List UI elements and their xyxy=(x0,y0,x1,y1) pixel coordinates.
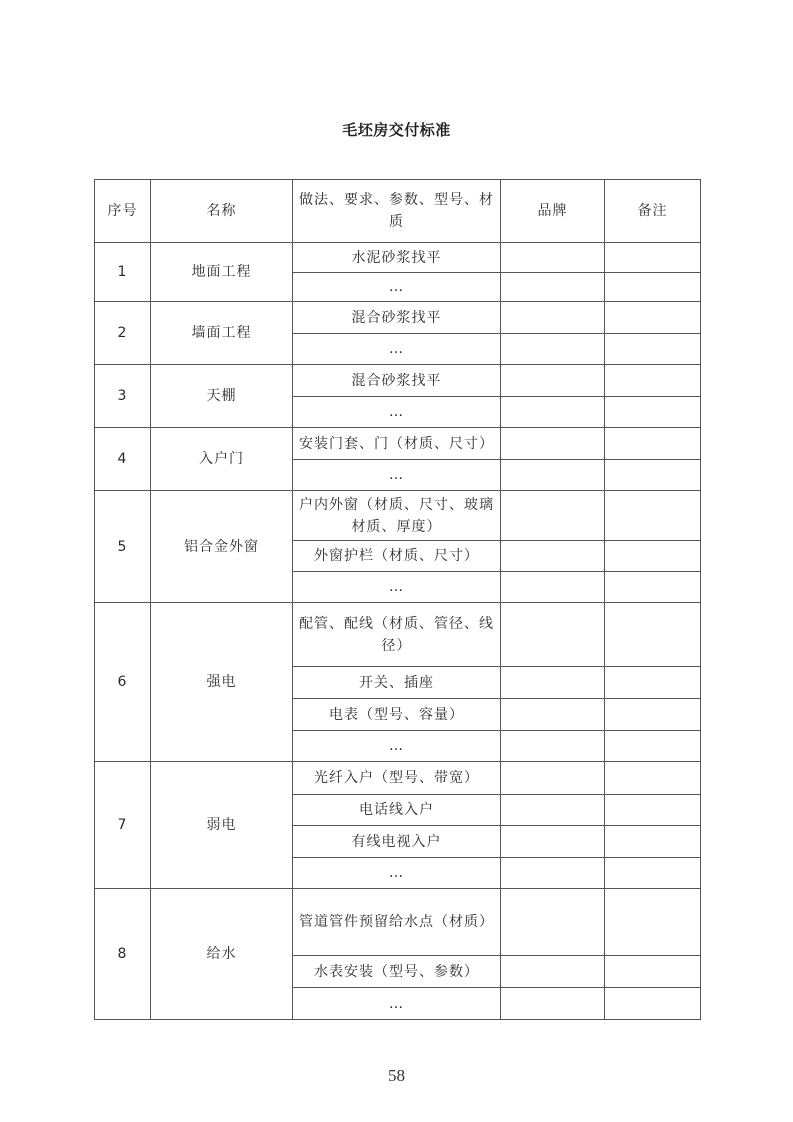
row-name: 强电 xyxy=(151,603,293,762)
spec-cell: 水泥砂浆找平 xyxy=(293,243,501,273)
spec-cell: 有线电视入户 xyxy=(293,826,501,858)
brand-cell xyxy=(501,731,605,762)
row-serial: 7 xyxy=(95,762,151,889)
spec-cell: … xyxy=(293,397,501,428)
brand-cell xyxy=(501,541,605,572)
row-serial: 8 xyxy=(95,889,151,1020)
page-number: 58 xyxy=(388,1066,405,1085)
table-row xyxy=(95,428,701,460)
brand-cell xyxy=(501,243,605,273)
remarks-cell xyxy=(605,826,701,858)
table-row xyxy=(95,365,701,397)
brand-cell xyxy=(501,988,605,1020)
spec-cell: 光纤入户（型号、带宽） xyxy=(293,762,501,795)
spec-cell: … xyxy=(293,273,501,302)
row-serial: 3 xyxy=(95,365,151,428)
table-body xyxy=(95,243,701,1020)
brand-cell xyxy=(501,956,605,988)
spec-cell: … xyxy=(293,731,501,762)
brand-cell xyxy=(501,428,605,460)
remarks-cell xyxy=(605,491,701,541)
remarks-cell xyxy=(605,302,701,334)
remarks-cell xyxy=(605,428,701,460)
remarks-cell xyxy=(605,795,701,826)
row-serial: 6 xyxy=(95,603,151,762)
remarks-cell xyxy=(605,858,701,889)
spec-cell: 管道管件预留给水点（材质） xyxy=(293,889,501,956)
table-row xyxy=(95,243,701,273)
header-remarks: 备注 xyxy=(605,180,701,243)
row-serial: 5 xyxy=(95,491,151,603)
spec-cell: 混合砂浆找平 xyxy=(293,365,501,397)
row-name: 铝合金外窗 xyxy=(151,491,293,603)
remarks-cell xyxy=(605,988,701,1020)
brand-cell xyxy=(501,699,605,731)
remarks-cell xyxy=(605,243,701,273)
table-row xyxy=(95,762,701,795)
brand-cell xyxy=(501,603,605,667)
brand-cell xyxy=(501,826,605,858)
brand-cell xyxy=(501,302,605,334)
spec-cell: … xyxy=(293,858,501,889)
table-header xyxy=(95,180,701,243)
delivery-standard-table xyxy=(94,179,701,1020)
spec-cell: … xyxy=(293,572,501,603)
brand-cell xyxy=(501,491,605,541)
header-name: 名称 xyxy=(151,180,293,243)
remarks-cell xyxy=(605,460,701,491)
spec-cell: 户内外窗（材质、尺寸、玻璃材质、厚度） xyxy=(293,491,501,541)
spec-cell: 水表安装（型号、参数） xyxy=(293,956,501,988)
row-name: 地面工程 xyxy=(151,243,293,302)
spec-cell: 外窗护栏（材质、尺寸） xyxy=(293,541,501,572)
brand-cell xyxy=(501,889,605,956)
remarks-cell xyxy=(605,334,701,365)
brand-cell xyxy=(501,397,605,428)
header-brand: 品牌 xyxy=(501,180,605,243)
remarks-cell xyxy=(605,541,701,572)
remarks-cell xyxy=(605,667,701,699)
row-name: 给水 xyxy=(151,889,293,1020)
brand-cell xyxy=(501,667,605,699)
document-title: 毛坯房交付标准 xyxy=(342,121,451,139)
spec-cell: 混合砂浆找平 xyxy=(293,302,501,334)
spec-cell: … xyxy=(293,334,501,365)
row-serial: 2 xyxy=(95,302,151,365)
spec-cell: 配管、配线（材质、管径、线径） xyxy=(293,603,501,667)
brand-cell xyxy=(501,460,605,491)
brand-cell xyxy=(501,334,605,365)
table-row xyxy=(95,889,701,956)
spec-cell: 开关、插座 xyxy=(293,667,501,699)
remarks-cell xyxy=(605,699,701,731)
brand-cell xyxy=(501,795,605,826)
spec-cell: 电表（型号、容量） xyxy=(293,699,501,731)
spec-cell: 电话线入户 xyxy=(293,795,501,826)
spec-cell: … xyxy=(293,988,501,1020)
row-serial: 4 xyxy=(95,428,151,491)
remarks-cell xyxy=(605,365,701,397)
brand-cell xyxy=(501,858,605,889)
remarks-cell xyxy=(605,273,701,302)
row-name: 弱电 xyxy=(151,762,293,889)
remarks-cell xyxy=(605,731,701,762)
header-spec: 做法、要求、参数、型号、材质 xyxy=(293,180,501,243)
remarks-cell xyxy=(605,603,701,667)
remarks-cell xyxy=(605,762,701,795)
row-name: 入户门 xyxy=(151,428,293,491)
header-row xyxy=(95,180,701,243)
header-serial: 序号 xyxy=(95,180,151,243)
row-name: 天棚 xyxy=(151,365,293,428)
table-row xyxy=(95,603,701,667)
remarks-cell xyxy=(605,956,701,988)
remarks-cell xyxy=(605,397,701,428)
table-row xyxy=(95,491,701,541)
remarks-cell xyxy=(605,572,701,603)
brand-cell xyxy=(501,365,605,397)
spec-cell: … xyxy=(293,460,501,491)
row-serial: 1 xyxy=(95,243,151,302)
spec-cell: 安装门套、门（材质、尺寸） xyxy=(293,428,501,460)
table-row xyxy=(95,302,701,334)
brand-cell xyxy=(501,762,605,795)
row-name: 墙面工程 xyxy=(151,302,293,365)
brand-cell xyxy=(501,572,605,603)
remarks-cell xyxy=(605,889,701,956)
brand-cell xyxy=(501,273,605,302)
